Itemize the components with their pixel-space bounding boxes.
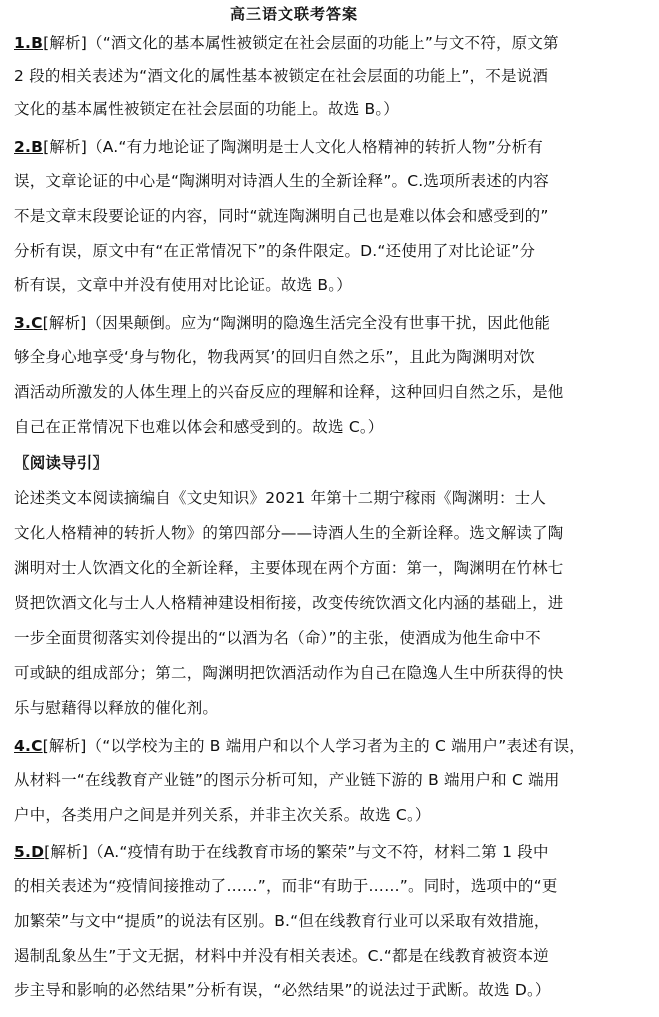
answer-3-line-3: 酒活动所激发的人体生理上的兴奋反应的理解和诠释，这种回归自然之乐，是他 — [14, 383, 564, 401]
reading-guide-line-1: 论述类文本阅读摘编自《文史知识》2021 年第十二期宁稼雨《陶渊明：士人 — [14, 489, 547, 507]
answer-number: 2.B — [14, 138, 44, 156]
answer-2-line-1: 2.B[解析]（A.“有力地论证了陶渊明是士人文化人格精神的转折人物”分析有 — [14, 138, 544, 156]
answer-number: 1.B — [14, 34, 44, 52]
answer-5-line-3: 加繁荣”与文中“提质”的说法有区别。B.“但在线教育行业可以采取有效措施， — [14, 912, 550, 930]
answer-2-line-3: 不是文章末段要论证的内容，同时“就连陶渊明自己也是难以体会和感受到的” — [14, 207, 549, 225]
answer-1-line-3: 文化的基本属性被锁定在社会层面的功能上。故选 B。） — [14, 100, 400, 118]
answer-3-line-4: 自己在正常情况下也难以体会和感受到的。故选 C。） — [14, 418, 384, 436]
answer-5-line-1: 5.D[解析]（A.“疫情有助于在线教育市场的繁荣”与文不符，材料二第 1 段中 — [14, 843, 549, 861]
reading-guide-line-6: 可或缺的组成部分；第二，陶渊明把饮酒活动作为自己在隐逸人生中所获得的快 — [14, 664, 564, 682]
answer-4-line-1: 4.C[解析]（“以学校为主的 B 端用户和以个人学习者为主的 C 端用户”表述有误， — [14, 737, 585, 755]
answer-5-line-4: 遏制乱象丛生”于文无据，材料中并没有相关表述。C.“都是在线教育被资本逆 — [14, 947, 550, 965]
reading-guide-line-3: 渊明对士人饮酒文化的全新诠释，主要体现在两个方面：第一，陶渊明在竹林七 — [14, 559, 564, 577]
reading-guide-line-7: 乐与慰藉得以释放的催化剂。 — [14, 699, 219, 717]
answer-2-line-4: 分析有误，原文中有“在正常情况下”的条件限定。D.“还使用了对比论证”分 — [14, 242, 536, 260]
answer-number: 4.C — [14, 737, 43, 755]
answer-2-line-5: 析有误，文章中并没有使用对比论证。故选 B。） — [14, 276, 352, 294]
answer-4-line-3: 户中，各类用户之间是并列关系，并非主次关系。故选 C。） — [14, 806, 431, 824]
answer-1-line-1: 1.B[解析]（“酒文化的基本属性被锁定在社会层面的功能上”与文不符，原文第 — [14, 34, 559, 52]
answer-1-line-2: 2 段的相关表述为“酒文化的属性基本被锁定在社会层面的功能上”，不是说酒 — [14, 67, 549, 85]
answer-number: 5.D — [14, 843, 45, 861]
answer-3-line-1: 3.C[解析]（因果颠倒。应为“陶渊明的隐逸生活完全没有世事干扰，因此他能 — [14, 314, 551, 332]
page-title: 高三语文联考答案 — [230, 5, 359, 23]
answer-number: 3.C — [14, 314, 43, 332]
reading-guide-title: 〖阅读导引〗 — [14, 454, 109, 472]
reading-guide-line-4: 贤把饮酒文化与士人人格精神建设相衔接，改变传统饮酒文化内涵的基础上，进 — [14, 594, 564, 612]
answer-4-line-2: 从材料一“在线教育产业链”的图示分析可知，产业链下游的 B 端用户和 C 端用 — [14, 771, 560, 789]
reading-guide-line-5: 一步全面贯彻落实刘伶提出的“以酒为名（命）”的主张，使酒成为他生命中不 — [14, 629, 541, 647]
reading-guide-line-2: 文化人格精神的转折人物》的第四部分——诗酒人生的全新诠释。选文解读了陶 — [14, 524, 564, 542]
answer-2-line-2: 误，文章论证的中心是“陶渊明对诗酒人生的全新诠释”。C.选项所表述的内容 — [14, 172, 550, 190]
answer-3-line-2: 够全身心地享受‘身与物化，物我两冥’的回归自然之乐”，且此为陶渊明对饮 — [14, 348, 535, 366]
answer-5-line-2: 的相关表述为“疫情间接推动了……”，而非“有助于……”。同时，选项中的“更 — [14, 877, 558, 895]
answer-5-line-5: 步主导和影响的必然结果”分析有误，“必然结果”的说法过于武断。故选 D。） — [14, 981, 551, 999]
